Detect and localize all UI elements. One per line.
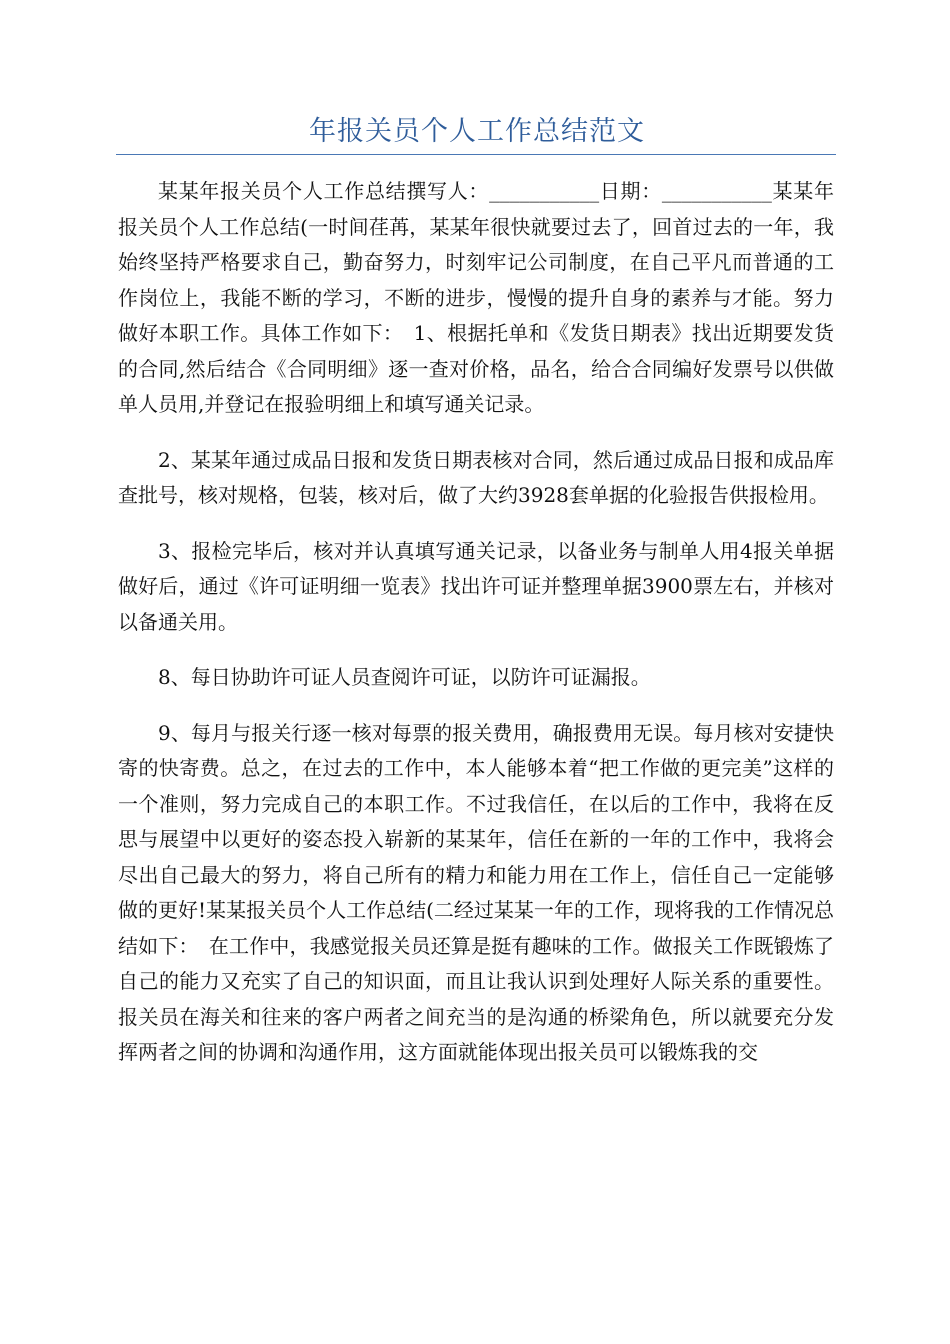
title-underline [116,154,836,155]
paragraph-4: 8、每日协助许可证人员查阅许可证，以防许可证漏报。 [158,665,651,689]
document-body [118,174,834,1091]
document-title: 年报关员个人工作总结范文 [309,116,645,147]
paragraph-5: 9、每月与报关行逐一核对每票的报关费用，确报费用无误。每月核对安捷快寄的快寄费。总之，在过去的工作中，本人能够本着“把工作做的更完美”这样的一个准则，努力完成自己的本职工作。不过我信任，在以后的工作中，我将在反思与展望中以更好的姿态投入崭新的某某年，信任在新的一年的工作中，我将会尽出自己最大的努力，将自己所有的精力和能力用在工作上，信任自己一定能够做的更好!某某报关员个人工作总结(二经过某某一年的工作，现将我的工作情况总结如下： 在工作中，我感觉报关员还算是挺有趣味的工作。做报关工作既锻炼了自己的能力又充实了自己的知识面，而且让我认识到处理好人际关系的重要性。报关员在海关和往来的客户两者之间充当的是沟通的桥梁角色，所以就要充分发挥两者之间的协调和沟通作用，这方面就能体现出报关员可以锻炼我的交 [118,720,834,1064]
paragraph-1: 某某年报关员个人工作总结撰写人：___________日期：___________某某年报关员个人工作总结(一时间荏苒，某某年很快就要过去了，回首过去的一年，我始终坚持严格要求自己，勤奋努力，时刻牢记公司制度，在自己平凡而普通的工作岗位上，我能不断的学习，不断的进步，慢慢的提升自身的素养与才能。努力做好本职工作。具体工作如下： 1、根据托单和《发货日期表》找出近期要发货的合同,然后结合《合同明细》逐一查对价格，品名，给合合同编好发票号以供做单人员用,并登记在报验明细上和填写通关记录。 [118,179,834,416]
paragraph-2: 2、某某年通过成品日报和发货日期表核对合同，然后通过成品日报和成品库查批号，核对规格，包装，核对后，做了大约3928套单据的化验报告供报检用。 [118,447,834,507]
paragraph-3: 3、报检完毕后，核对并认真填写通关记录，以备业务与制单人用4报关单据做好后，通过《许可证明细一览表》找出许可证并整理单据3900票左右，并核对以备通关用。 [118,538,834,634]
